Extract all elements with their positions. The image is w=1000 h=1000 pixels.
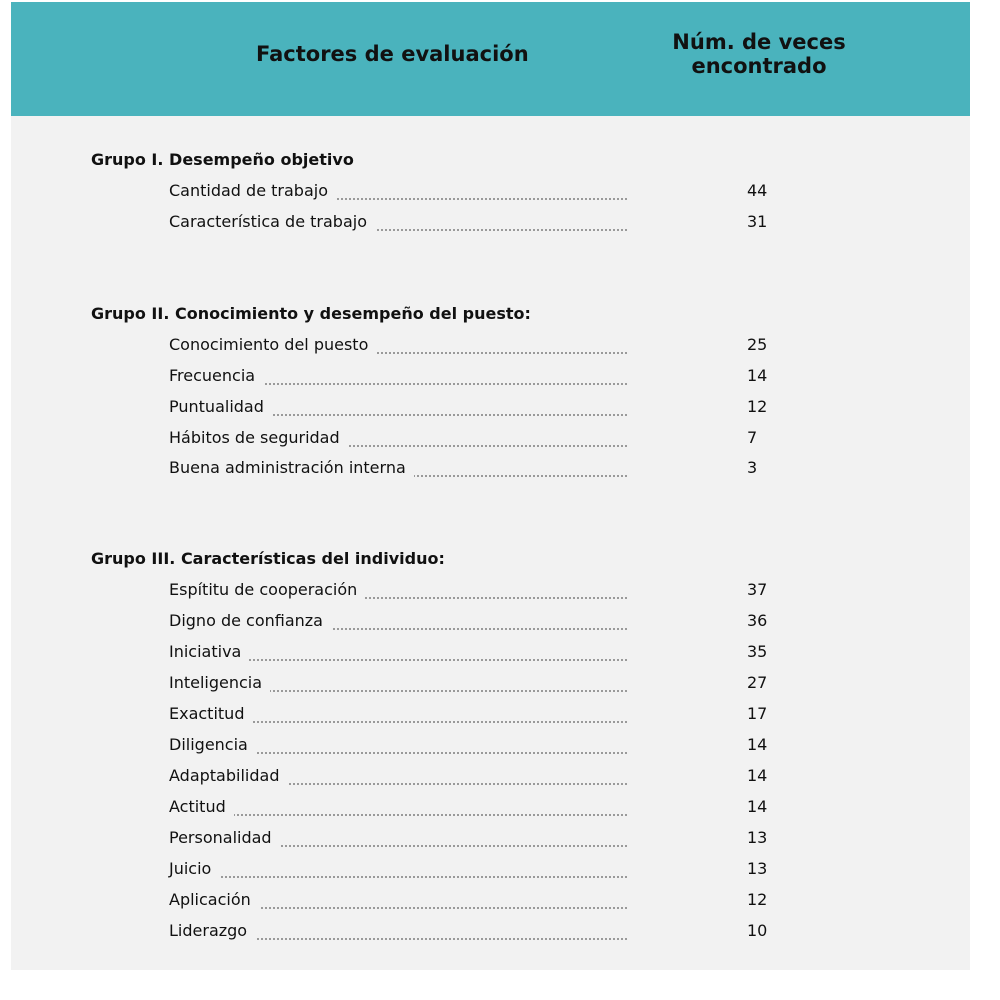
table-row [169,181,869,205]
group-title: Grupo III. Características del individuo: [91,549,445,568]
factor-label: Actitud [169,797,234,816]
factor-label: Digno de confianza [169,611,331,630]
factor-label: Característica de trabajo [169,212,375,231]
factor-label: Diligencia [169,735,256,754]
table-row [169,458,869,482]
factor-label: Exactitud [169,704,252,723]
factor-label: Inteligencia [169,673,270,692]
dot-leader [169,814,627,816]
table-row [169,642,869,666]
factor-label: Conocimiento del puesto [169,335,376,354]
count-value: 14 [747,735,768,754]
table-row [169,859,869,883]
count-value: 12 [747,397,768,416]
column-header-count-line2: encontrado [691,54,827,78]
count-value: 17 [747,704,768,723]
column-header-count [659,30,859,78]
group-title: Grupo II. Conocimiento y desempeño del puesto: [91,304,531,323]
count-value: 12 [747,890,768,909]
factor-label: Adaptabilidad [169,766,287,785]
count-value: 3 [747,458,758,477]
factor-label: Personalidad [169,828,280,847]
table-row [169,704,869,728]
table-header [11,2,970,116]
table-row [169,797,869,821]
table-row [169,366,869,390]
count-value: 14 [747,766,768,785]
table-row [169,611,869,635]
column-header-count-line1: Núm. de veces [672,30,846,54]
count-value: 13 [747,828,768,847]
dot-leader [169,876,627,878]
table-row [169,735,869,759]
table-row [169,828,869,852]
factor-label: Liderazgo [169,921,255,940]
count-value: 7 [747,428,758,447]
table-row [169,673,869,697]
count-value: 31 [747,212,768,231]
count-value: 14 [747,366,768,385]
column-header-factors: Factores de evaluación [256,42,529,66]
table-row [169,580,869,604]
evaluation-factors-table [11,2,970,970]
count-value: 44 [747,181,768,200]
factor-label: Hábitos de seguridad [169,428,348,447]
factor-label: Aplicación [169,890,259,909]
count-value: 25 [747,335,768,354]
table-row [169,766,869,790]
factor-label: Juicio [169,859,219,878]
group-title: Grupo I. Desempeño objetivo [91,150,354,169]
count-value: 13 [747,859,768,878]
table-row [169,921,869,945]
count-value: 14 [747,797,768,816]
table-row [169,890,869,914]
factor-label: Espítitu de cooperación [169,580,365,599]
factor-label: Buena administración interna [169,458,414,477]
table-row [169,335,869,359]
count-value: 36 [747,611,768,630]
table-row [169,212,869,236]
factor-label: Frecuencia [169,366,263,385]
count-value: 37 [747,580,768,599]
count-value: 35 [747,642,768,661]
factor-label: Iniciativa [169,642,249,661]
table-row [169,428,869,452]
table-row [169,397,869,421]
factor-label: Cantidad de trabajo [169,181,336,200]
count-value: 27 [747,673,768,692]
factor-label: Puntualidad [169,397,272,416]
count-value: 10 [747,921,768,940]
